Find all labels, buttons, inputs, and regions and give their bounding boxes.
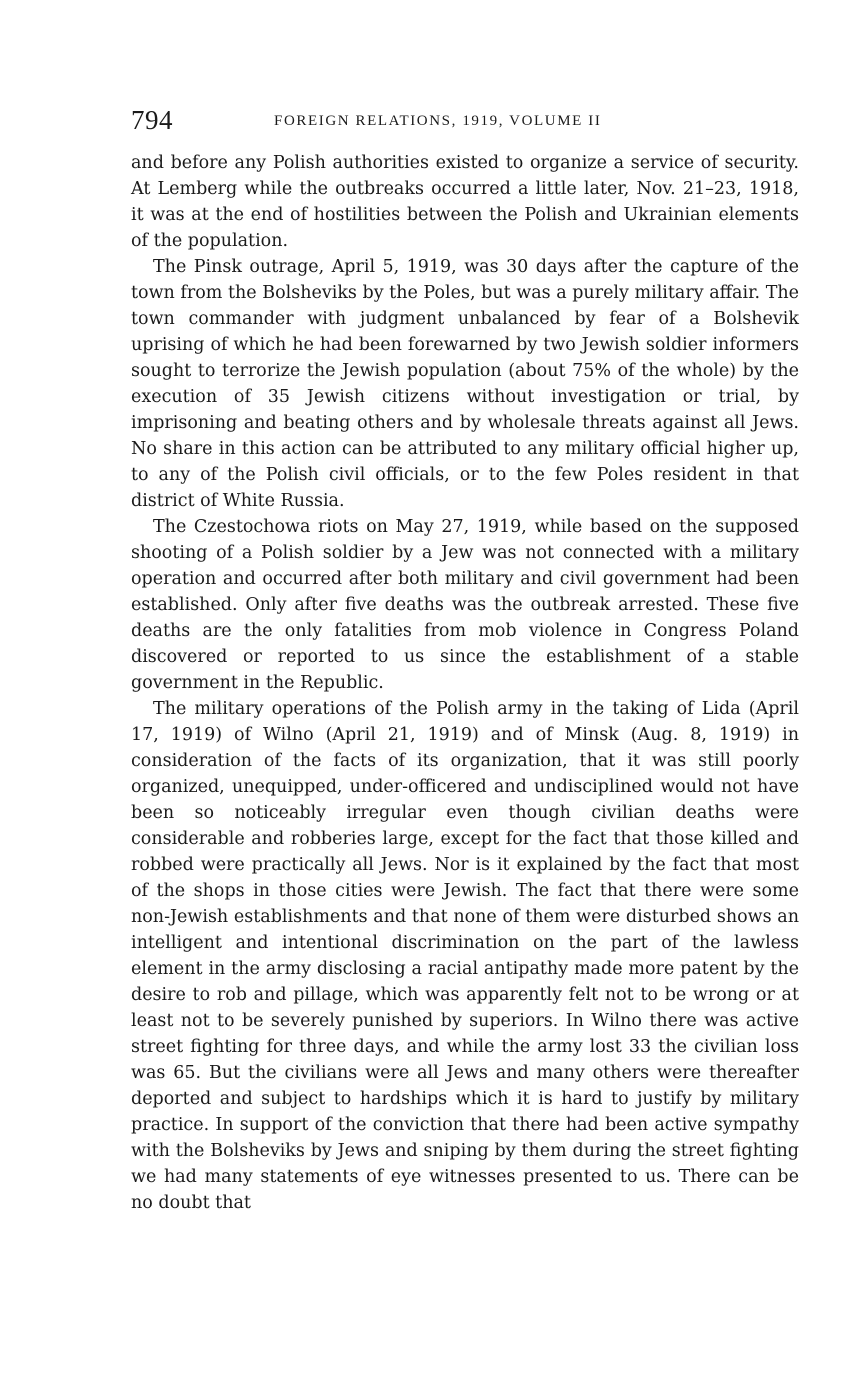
- paragraph-military-operations: The military operations of the Polish army in the taking of Lida (April 17, 1919) of Wilno (April 21, 1919) and of Minsk (Aug. 8, 1919) in consideration of the facts of its organization, that it was still poorly organized, unequipped, under-officered and undisciplined would not have been so noticeably irregular even though civilian deaths were considerable and robberies large, except for the fact that those killed and robbed were practically all Jews. Nor is it explained by the fact that most of the shops in those cities were Jewish. The fact that there were some non-Jewish establishments and that none of them were disturbed shows an intelligent and intentional discrimination on the part of the lawless element in the army disclosing a racial antipathy made more patent by the desire to rob and pillage, which was apparently felt not to be wrong or at least not to be severely punished by superiors. In Wilno there was active street fighting for three days, and while the army lost 33 the civilian loss was 65. But the civilians were all Jews and many others were thereafter deported and subject to hardships which it is hard to justify by military practice. In support of the conviction that there had been active sympathy with the Bolsheviks by Jews and sniping by them during the street fighting we had many statements of eye witnesses presented to us. There can be no doubt that: [131, 699, 799, 1213]
- paragraph-continuation: and before any Polish authorities existed to organize a service of security. At Lemberg while the outbreaks occurred a little later, Nov. 21–23, 1918, it was at the end of hostilities between the Polish and Ukrainian elements of the population.: [131, 153, 799, 251]
- page-number: 794: [131, 105, 173, 135]
- running-header: [131, 104, 799, 136]
- running-title: FOREIGN RELATIONS, 1919, VOLUME II: [274, 113, 602, 129]
- body-text: [131, 150, 799, 1216]
- paragraph-czestochowa-riots: The Czestochowa riots on May 27, 1919, while based on the supposed shooting of a Polish soldier by a Jew was not connected with a military operation and occurred after both military and civil government had been established. Only after five deaths was the outbreak arrested. These five deaths are the only fatalities from mob violence in Congress Poland discovered or reported to us since the establishment of a stable government in the Republic.: [131, 517, 799, 693]
- paragraph-pinsk-outrage: The Pinsk outrage, April 5, 1919, was 30 days after the capture of the town from the Bolsheviks by the Poles, but was a purely military affair. The town commander with judgment unbalanced by fear of a Bolshevik uprising of which he had been forewarned by two Jewish soldier informers sought to terrorize the Jewish population (about 75% of the whole) by the execution of 35 Jewish citizens without investigation or trial, by imprisoning and beating others and by wholesale threats against all Jews. No share in this action can be attributed to any military official higher up, to any of the Polish civil officials, or to the few Poles resident in that district of White Russia.: [131, 257, 799, 511]
